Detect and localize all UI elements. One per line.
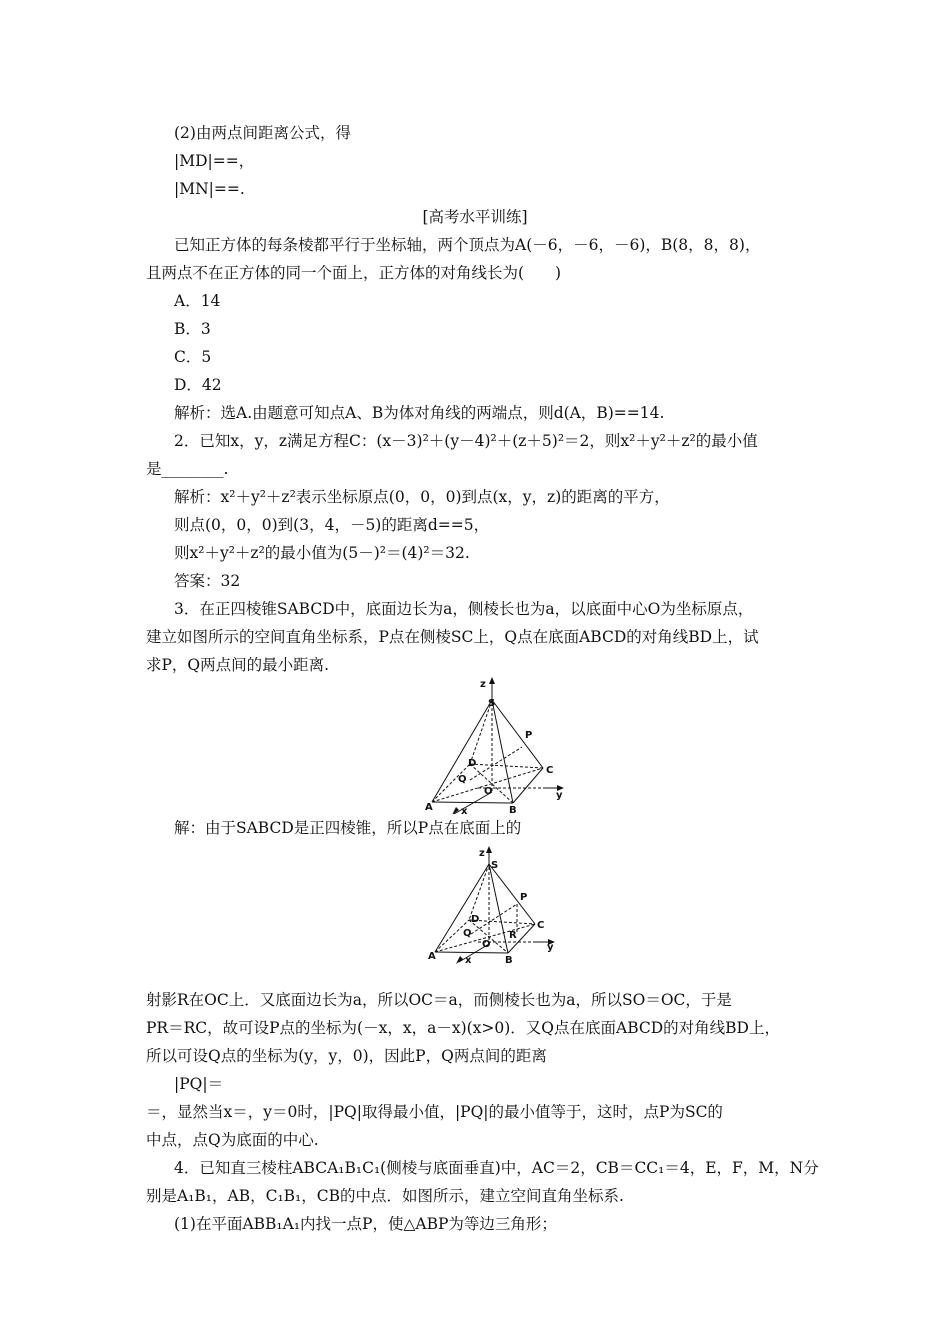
line-25: |PQ|＝: [174, 1075, 224, 1093]
line-23: PR＝RC，故可设P点的坐标为(－x，x，a－x)(x>0)．又Q点在底面ABCD的对角线BD上，: [146, 1019, 780, 1037]
label-p: P: [520, 892, 528, 903]
label-z: z: [479, 848, 485, 859]
label-r: R: [509, 930, 517, 941]
line-3: |MN|==.: [174, 180, 245, 198]
pyramid-figure-2: [423, 846, 563, 964]
label-s: S: [488, 698, 496, 709]
line-11: 解析：选A.由题意可知点A、B为体对角线的两端点，则d(A，B)==14.: [174, 404, 665, 422]
label-o: O: [482, 939, 491, 950]
section-heading: [高考水平训练]: [422, 208, 528, 226]
label-z: z: [480, 679, 486, 690]
label-p: P: [525, 730, 533, 741]
line-13: 是________.: [146, 460, 229, 478]
option-a: A．14: [174, 292, 221, 310]
line-24: 所以可设Q点的坐标为(y，y，0)，因此P，Q两点间的距离: [146, 1047, 547, 1065]
label-b: B: [509, 805, 517, 814]
line-30: (1)在平面ABB₁A₁内找一点P，使△ABP为等边三角形；: [174, 1215, 557, 1233]
line-20: 求P，Q两点间的最小距离.: [146, 656, 330, 674]
line-27: 中点，点Q为底面的中心.: [146, 1131, 319, 1149]
line-5: 已知正方体的每条棱都平行于坐标轴，两个顶点为A(－6，－6，－6)，B(8，8，8)，: [174, 236, 761, 254]
line-14: 解析：x²＋y²＋z²表示坐标原点(0，0，0)到点(x，y，z)的距离的平方，: [174, 488, 670, 506]
line-17: 答案：32: [174, 572, 241, 590]
label-d: D: [471, 914, 480, 925]
line-29: 别是A₁B₁，AB，C₁B₁，CB的中点．如图所示，建立空间直角坐标系.: [146, 1187, 624, 1205]
line-18: 3．在正四棱锥SABCD中，底面边长为a，侧棱长也为a，以底面中心O为坐标原点，: [174, 600, 754, 618]
line-1: (2)由两点间距离公式，得: [174, 124, 351, 142]
label-q: Q: [463, 928, 472, 939]
line-16: 则x²＋y²＋z²的最小值为(5－)²＝(4)²＝32.: [174, 544, 470, 562]
label-q: Q: [458, 774, 467, 785]
line-12: 2．已知x，y，z满足方程C：(x－3)²＋(y－4)²＋(z＋5)²＝2，则x²＋y²＋z²的最小值: [174, 432, 758, 450]
option-c: C．5: [174, 348, 212, 366]
label-a: A: [428, 951, 436, 962]
option-b: B．3: [174, 320, 211, 338]
label-x: x: [465, 955, 472, 964]
label-y: y: [547, 942, 554, 953]
label-y: y: [556, 790, 563, 801]
line-26: ＝，显然当x＝，y＝0时，|PQ|取得最小值，|PQ|的最小值等于，这时，点P为SC的: [146, 1103, 723, 1121]
label-b: B: [505, 955, 513, 964]
pyramid-diagram-2: [423, 846, 563, 964]
line-15: 则点(0，0，0)到(3，4，－5)的距离d==5，: [174, 516, 490, 534]
line-28: 4．已知直三棱柱ABCA₁B₁C₁(侧棱与底面垂直)中，AC＝2，CB＝CC₁＝4，E，F，M，N分: [174, 1159, 819, 1177]
line-6: 且两点不在正方体的同一个面上，正方体的对角线长为( ): [146, 264, 562, 282]
label-s: S: [491, 860, 499, 871]
line-22: 射影R在OC上．又底面边长为a，所以OC＝a，而侧棱长也为a，所以SO＝OC，于是: [146, 991, 732, 1009]
label-d: D: [468, 758, 477, 769]
pyramid-diagram-1: [418, 676, 568, 814]
label-c: C: [537, 920, 545, 931]
line-19: 建立如图所示的空间直角坐标系，P点在侧棱SC上，Q点在底面ABCD的对角线BD上，试: [146, 628, 759, 646]
label-o: O: [484, 786, 493, 797]
option-d: D．42: [174, 376, 222, 394]
label-c: C: [546, 765, 554, 776]
line-21: 解：由于SABCD是正四棱锥，所以P点在底面上的: [174, 819, 522, 837]
label-x: x: [461, 806, 468, 814]
pyramid-figure-1: [418, 676, 568, 814]
label-a: A: [425, 802, 433, 813]
line-2: |MD|==，: [174, 152, 255, 170]
